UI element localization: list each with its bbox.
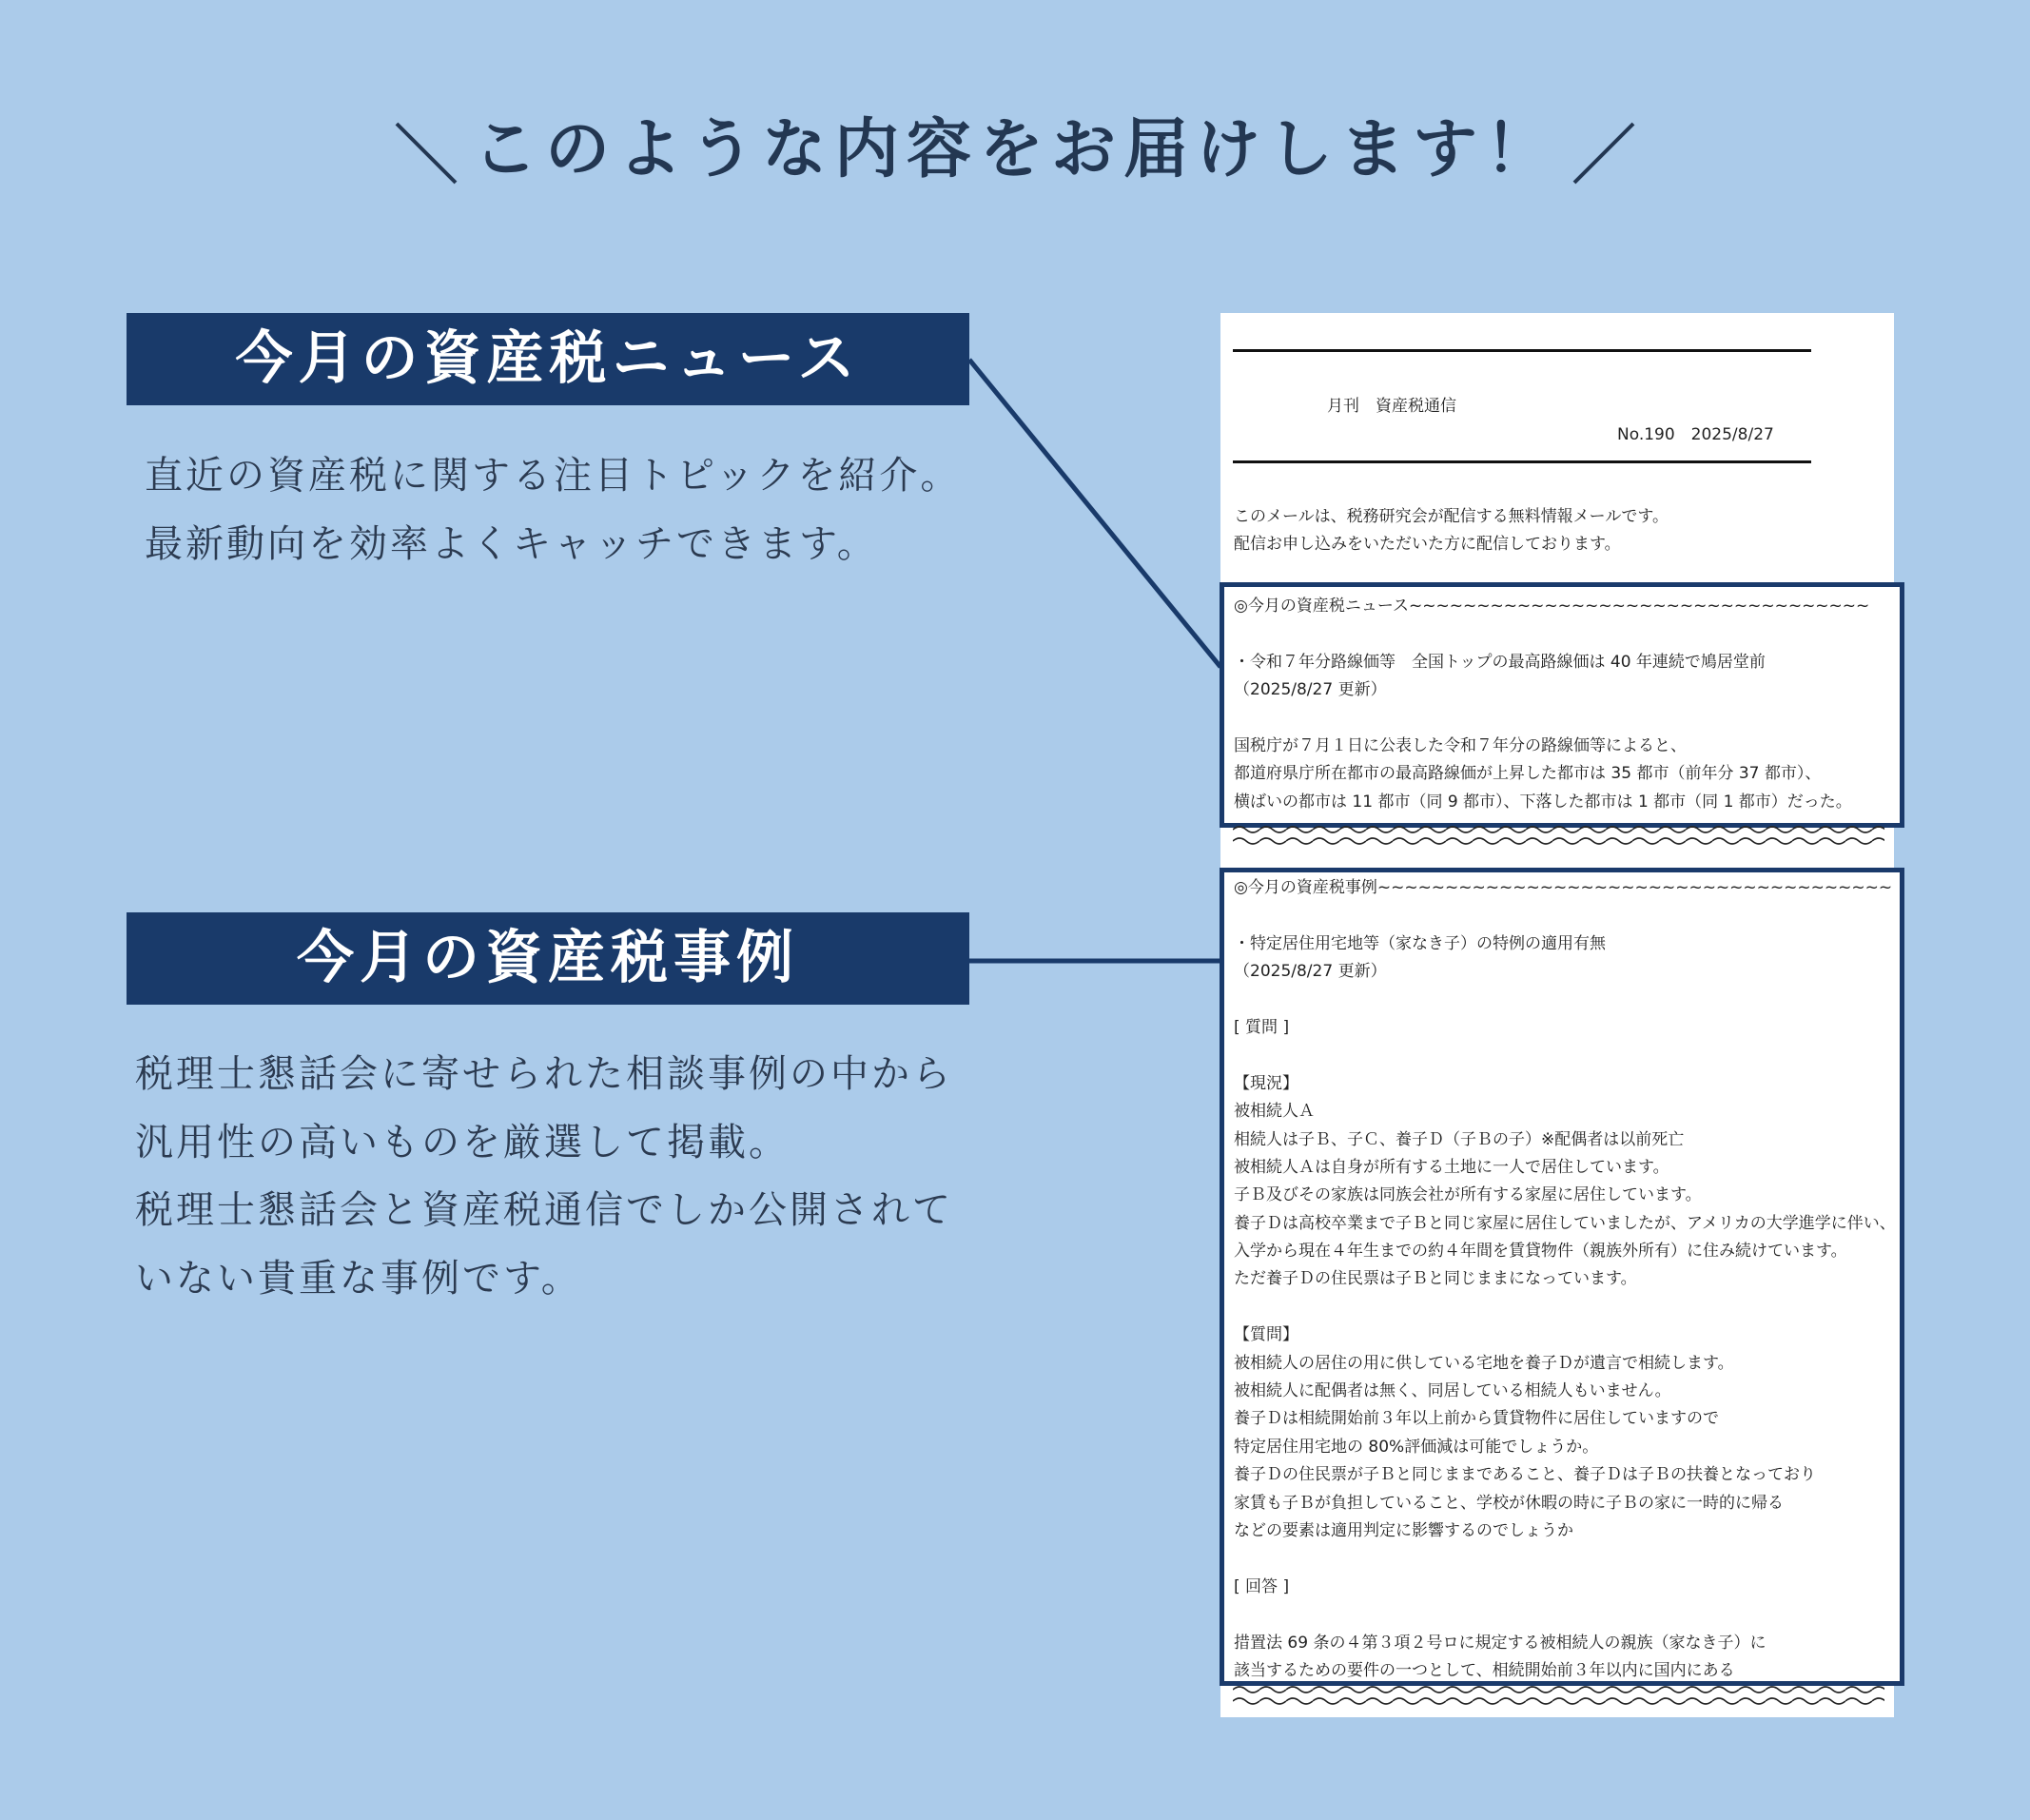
document-line: 措置法 69 条の４第３項２号ロに規定する被相続人の親族（家なき子）に: [1234, 1633, 1766, 1653]
document-line: 【質問】: [1234, 1325, 1298, 1345]
document-line: 横ばいの都市は 11 都市（同 9 都市）、下落した都市は 1 都市（同 1 都市）だった。: [1234, 792, 1852, 812]
masthead: 月刊 資産税通信: [1327, 397, 1456, 416]
newsletter-preview: [1220, 313, 1894, 1717]
document-line: 相続人は子Ｂ、子Ｃ、養子Ｄ（子Ｂの子）※配偶者は以前死亡: [1234, 1129, 1685, 1149]
document-line: [1234, 705, 1900, 733]
document-line: 特定居住用宅地の 80%評価減は可能でしょうか。: [1234, 1437, 1599, 1457]
document-line: [1234, 620, 1900, 648]
case-section-box: [1220, 868, 1904, 1686]
description-line: いない貴重な事例です。: [135, 1256, 582, 1301]
document-line: 被相続人Ａは自身が所有する土地に一人で居住しています。: [1234, 1157, 1669, 1177]
issue-info: No.190 2025/8/27: [1617, 425, 1774, 444]
description-line: 最新動向を効率よくキャッチできます。: [145, 521, 878, 566]
document-line: [ 回答 ]: [1234, 1576, 1290, 1596]
intro-text: [1234, 503, 1669, 559]
description-line: 汎用性の高いものを厳選して掲載。: [135, 1120, 790, 1164]
document-line: [ 質問 ]: [1234, 1017, 1290, 1037]
document-line: （2025/8/27 更新）: [1234, 962, 1387, 982]
document-line: 被相続人の居住の用に供している宅地を養子Ｄが遺言で相続します。: [1234, 1353, 1734, 1373]
document-line: 【現況】: [1234, 1073, 1298, 1093]
document-line: 家賃も子Ｂが負担していること、学校が休暇の時に子Ｂの家に一時的に帰る: [1234, 1493, 1784, 1513]
section-heading-case: 今月の資産税事例: [127, 912, 969, 1005]
document-line: ・令和７年分路線価等 全国トップの最高路線価は 40 年連続で鳩居堂前: [1234, 652, 1766, 672]
intro-line: 配信お申し込みをいただいた方に配信しております。: [1234, 535, 1621, 555]
title-text: このような内容をお届けします！: [472, 112, 1557, 187]
document-line: [1234, 1042, 1900, 1069]
section-description-news: [145, 442, 961, 578]
document-line: 都道府県庁所在都市の最高路線価が上昇した都市は 35 都市（前年分 37 都市）、: [1234, 764, 1822, 784]
document-line: などの要素は適用判定に影響するのでしょうか: [1234, 1520, 1573, 1540]
intro-line: このメールは、税務研究会が配信する無料情報メールです。: [1234, 507, 1669, 526]
document-line: [1234, 1545, 1900, 1573]
wavy-separator: [1233, 824, 1884, 847]
document-line: 被相続人Ａ: [1234, 1102, 1315, 1122]
divider: [1233, 460, 1811, 463]
description-line: 直近の資産税に関する注目トピックを紹介。: [145, 454, 962, 498]
document-line: 子Ｂ及びその家族は同族会社が所有する家屋に居住しています。: [1234, 1185, 1702, 1205]
document-line: 養子Ｄは相続開始前３年以上前から賃貸物件に居住していますので: [1234, 1409, 1719, 1429]
document-line: 養子Ｄの住民票が子Ｂと同じままであること、養子Ｄは子Ｂの扶養となっており: [1234, 1465, 1816, 1485]
description-line: 税理士懇話会に寄せられた相談事例の中から: [135, 1052, 953, 1096]
document-line: [1234, 902, 1900, 930]
connector-news: [969, 360, 1220, 667]
news-section-box: [1220, 582, 1904, 828]
section-description-case: [135, 1041, 953, 1313]
document-line: 入学から現在４年生までの約４年間を賃貸物件（親族外所有）に住み続けています。: [1234, 1242, 1847, 1262]
document-line: （2025/8/27 更新）: [1234, 680, 1387, 700]
document-line: [1234, 1601, 1900, 1629]
wavy-separator: [1233, 1684, 1884, 1707]
document-line: ◎今月の資産税事例~~~~~~~~~~~~~~~~~~~~~~~~~~~~~~~~~~~~~~: [1234, 878, 1893, 897]
document-line: 国税庁が７月１日に公表した令和７年分の路線価等によると、: [1234, 735, 1687, 755]
document-line: ・特定居住用宅地等（家なき子）の特例の適用有無: [1234, 933, 1606, 953]
section-heading-news: 今月の資産税ニュース: [127, 313, 969, 405]
document-line: 被相続人に配偶者は無く、同居している相続人もいません。: [1234, 1381, 1671, 1401]
document-line: 該当するための要件の一つとして、相続開始前３年以内に国内にある: [1234, 1660, 1735, 1680]
document-line: [1234, 1294, 1900, 1321]
document-line: [1234, 987, 1900, 1014]
document-line: ◎今月の資産税ニュース~~~~~~~~~~~~~~~~~~~~~~~~~~~~~~~~~~: [1234, 597, 1870, 616]
divider: [1233, 349, 1811, 352]
document-line: ただ養子Ｄの住民票は子Ｂと同じままになっています。: [1234, 1269, 1637, 1289]
document-line: 養子Ｄは高校卒業まで子Ｂと同じ家屋に居住していましたが、アメリカの大学進学に伴い、: [1234, 1213, 1896, 1233]
description-line: 税理士懇話会と資産税通信でしか公開されて: [135, 1188, 953, 1232]
